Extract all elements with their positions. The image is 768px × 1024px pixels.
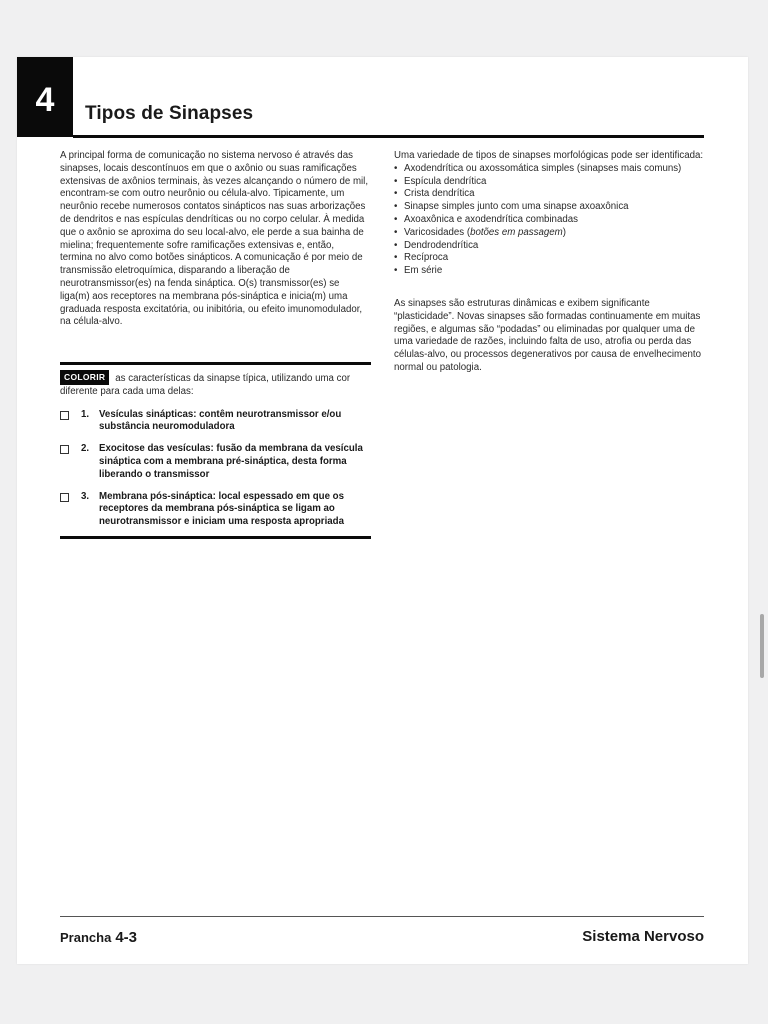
chapter-number-box (17, 57, 73, 137)
colorir-section (60, 362, 371, 539)
chapter-number: 4 (35, 81, 55, 119)
intro-paragraph: A principal forma de comunicação no sistema nervoso é através das sinapses, locais descontínuos em que o axônio ou suas ramificações extensivas de axônios terminais, às vezes alcançando o número de mil, encontram-se com outro neurônio ou célula-alvo. Tipicamente, um neurônio recebe numerosos contatos sinápticos nas suas arborizações de dendritos e nas espículas dendríticas ou no corpo celular. À medida que o axônio se aproxima do seu local-alvo, ele perde a sua bainha de mielina; frequentemente sofre ramificações extensivas e, então, termina no alvo como botões sinápticos. A comunicação é por meio de transmissão eletroquímica, disparando a liberação de neurotransmissor(es) na fenda sináptica. O(s) transmissor(es) se liga(m) aos receptores na membrana pós-sináptica e inicia(m) uma graduada resposta excitatória, ou inibitória, ou efeito imunomodulador, na célula-alvo. (60, 150, 369, 328)
section-name: Sistema Nervoso (582, 928, 704, 945)
list-item: • Crista dendrítica (394, 188, 706, 201)
plate-number: 4-3 (115, 929, 137, 946)
varicosidades-label: Varicosidades ( (404, 226, 471, 238)
footer-rule (60, 916, 704, 917)
varicosidades-italic: botões em passagem (470, 226, 563, 238)
item-number: 2. (81, 443, 90, 455)
list-item: • Sinapse simples junto com uma sinapse axoaxônica (394, 201, 706, 214)
colorir-badge: COLORIR (60, 370, 109, 385)
document-page (17, 57, 748, 964)
title-rule (73, 135, 704, 138)
item-text: Membrana pós-sináptica: local espessado em que os receptores da membrana pós-sináptica se ligam ao neurotransmissor e iniciam uma resposta apropriada (99, 490, 344, 528)
checkbox[interactable] (60, 493, 69, 502)
colorir-item (60, 443, 371, 481)
colorir-items (60, 409, 371, 529)
item-number: 1. (81, 408, 90, 420)
plate-label: Prancha (60, 930, 112, 945)
list-item (394, 227, 706, 240)
colorir-top-rule (60, 362, 371, 365)
colorir-instructions (60, 370, 371, 399)
item-text: Exocitose das vesículas: fusão da membrana da vesícula sináptica com a membrana pré-sináptica, desta forma liberando o transmissor (99, 443, 363, 480)
list-item: • Axodendrítica ou axossomática simples (sinapses mais comuns) (394, 163, 706, 176)
colorir-item (60, 491, 371, 529)
list-item: • Dendrodendrítica (394, 240, 706, 253)
varicosidades-close: ) (562, 226, 566, 238)
list-item: • Em série (394, 265, 706, 278)
list-item: • Recíproca (394, 252, 706, 265)
list-item: • Axoaxônica e axodendrítica combinadas (394, 214, 706, 227)
list-item: • Espícula dendrítica (394, 176, 706, 189)
checkbox[interactable] (60, 411, 69, 420)
right-column (394, 150, 706, 375)
page-title: Tipos de Sinapses (85, 103, 254, 124)
colorir-item (60, 409, 371, 435)
item-number: 3. (81, 490, 90, 502)
plasticity-paragraph: As sinapses são estruturas dinâmicas e exibem significante “plasticidade”. Novas sinapses são formadas continuamente em muitas regiões, e algumas são “podadas” ou eliminadas por qualquer uma de uma variedade de razões, incluindo falta de uso, atrofia ou perda das células-alvo, ou processos degenerativos por causa de envelhecimento normal ou patologia. (394, 297, 701, 373)
left-column (60, 150, 368, 329)
colorir-intro-text: as características da sinapse típica, utilizando uma cor diferente para cada uma delas: (60, 373, 351, 397)
synapse-types-list (394, 163, 706, 278)
colorir-bottom-rule (60, 536, 371, 539)
synapse-types-intro: Uma variedade de tipos de sinapses morfológicas pode ser identificada: (394, 150, 704, 161)
item-text: Vesículas sinápticas: contêm neurotransmissor e/ou substância neuromoduladora (99, 408, 342, 433)
scrollbar-thumb[interactable] (760, 614, 764, 678)
plate-reference (60, 929, 137, 946)
checkbox[interactable] (60, 445, 69, 454)
